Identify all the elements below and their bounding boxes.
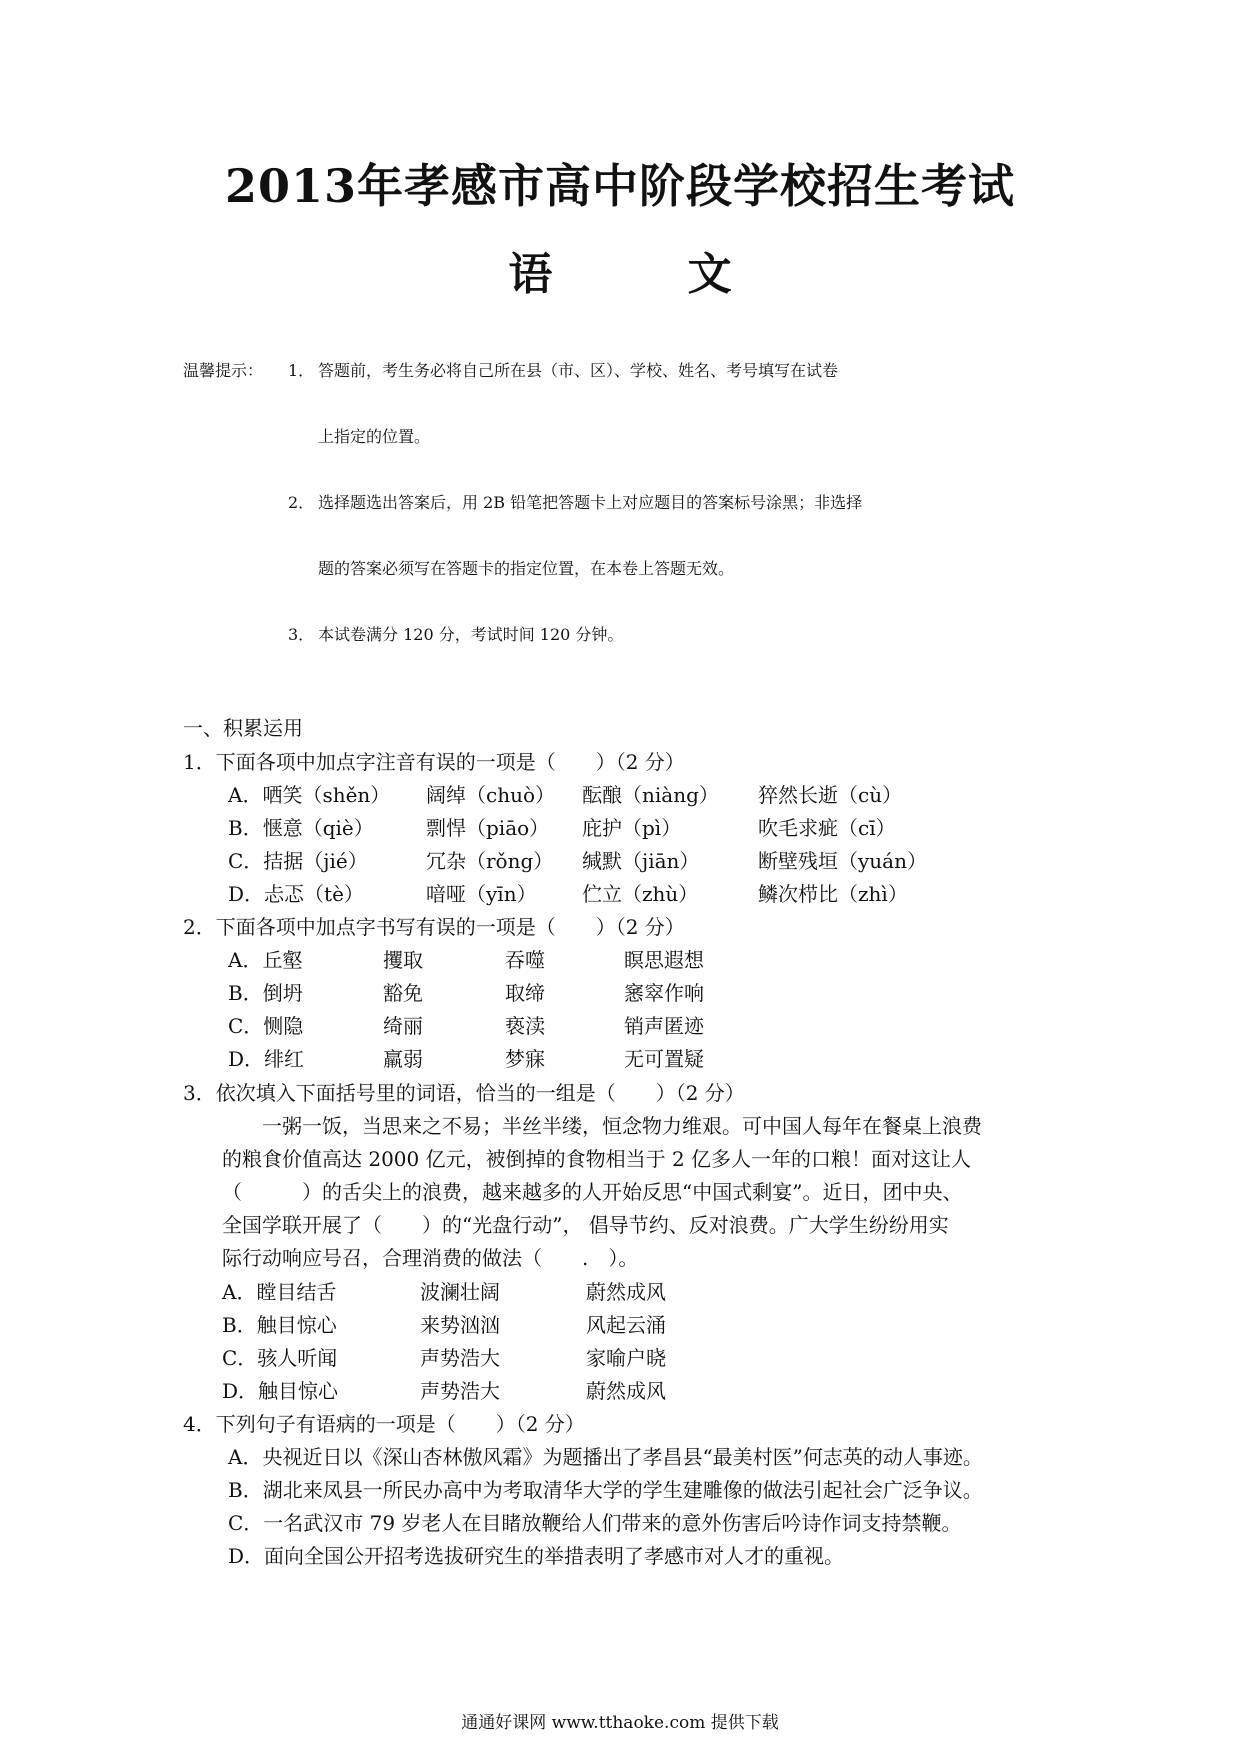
subject-title: 语 文	[508, 249, 792, 300]
q3-b-2: 来势汹汹	[420, 1313, 500, 1337]
q3-d-3: 蔚然成风	[586, 1379, 666, 1403]
q2-a-3: 吞噬	[505, 948, 545, 972]
q2-c-4: 销声匿迹	[624, 1014, 704, 1038]
q2-c-1: C．恻隐	[228, 1014, 304, 1038]
tips-label: 温馨提示：	[183, 361, 264, 380]
q4-option-c: C．一名武汉市 79 岁老人在目睹放鞭给人们带来的意外伤害后吟诗作词支持禁鞭。	[228, 1511, 962, 1535]
q3-b-3: 风起云涌	[586, 1313, 666, 1337]
tip-1-num: 1．	[288, 361, 315, 380]
q2-b-1: B．倒坍	[228, 981, 303, 1005]
section-title: 一、积累运用	[183, 716, 303, 740]
tip-3-line1: 本试卷满分 120 分，考试时间 120 分钟。	[318, 625, 624, 644]
tip-3-num: 3．	[288, 625, 315, 644]
q3-a-2: 波澜壮阔	[420, 1280, 500, 1304]
q4-option-a: A．央视近日以《深山杏林傲风霜》为题播出了孝昌县“最美村医”何志英的动人事迹。	[228, 1445, 983, 1469]
q4-option-d: D．面向全国公开招考选拔研究生的举措表明了孝感市对人才的重视。	[228, 1544, 845, 1568]
q2-d-3: 梦寐	[505, 1047, 545, 1071]
q2-b-2: 豁免	[383, 981, 423, 1005]
q3-stem: 3．依次填入下面括号里的词语，恰当的一组是（ ）（2 分）	[183, 1081, 745, 1105]
q1-b-3: 庇护（pì）	[582, 816, 682, 840]
q3-passage-4: 全国学联开展了（ ）的“光盘行动”， 倡导节约、反对浪费。广大学生纷纷用实	[222, 1213, 949, 1237]
q2-b-4: 窸窣作响	[624, 981, 704, 1005]
q2-b-3: 取缔	[505, 981, 545, 1005]
q3-b-1: B．触目惊心	[222, 1313, 337, 1337]
q3-d-1: D．触目惊心	[222, 1379, 339, 1403]
q3-c-3: 家喻户晓	[586, 1346, 666, 1370]
q1-c-3: 缄默（jiān）	[582, 849, 700, 873]
q1-c-2: 冗杂（rǒng）	[426, 849, 554, 873]
q1-a-4: 猝然长逝（cù）	[758, 783, 903, 807]
q3-passage-5: 际行动响应号召，合理消费的做法（ . ）。	[222, 1246, 639, 1270]
q3-passage-3: （ ）的舌尖上的浪费，越来越多的人开始反思“中国式剩宴”。近日，团中央、	[222, 1180, 963, 1204]
exam-title: 2013年孝感市高中阶段学校招生考试	[224, 159, 1016, 213]
q1-c-1: C．拮据（jié）	[228, 849, 368, 873]
q1-d-3: 伫立（zhù）	[582, 882, 699, 906]
tip-2-line2: 题的答案必须写在答题卡的指定位置，在本卷上答题无效。	[318, 559, 735, 578]
q1-a-1: A．哂笑（shěn）	[228, 783, 391, 807]
q1-b-4: 吹毛求疵（cī）	[758, 816, 896, 840]
q1-d-2: 喑哑（yīn）	[426, 882, 537, 906]
tip-2-num: 2．	[288, 493, 315, 512]
q3-c-2: 声势浩大	[420, 1346, 500, 1370]
q1-d-4: 鳞次栉比（zhì）	[758, 882, 908, 906]
q2-c-2: 绮丽	[383, 1014, 423, 1038]
q3-passage-2: 的粮食价值高达 2000 亿元，被倒掉的食物相当于 2 亿多人一年的口粮！面对这让人	[222, 1147, 972, 1171]
q2-a-2: 攫取	[383, 948, 423, 972]
q2-a-4: 瞑思遐想	[624, 948, 704, 972]
q3-d-2: 声势浩大	[420, 1379, 500, 1403]
tip-1-line2: 上指定的位置。	[318, 427, 431, 446]
q1-stem: 1．下面各项中加点字注音有误的一项是（ ）（2 分）	[183, 750, 685, 774]
q4-option-b: B．湖北来凤县一所民办高中为考取清华大学的学生建雕像的做法引起社会广泛争议。	[228, 1478, 983, 1502]
q4-stem: 4．下列句子有语病的一项是（ ）（2 分）	[183, 1412, 585, 1436]
q3-a-1: A．瞠目结舌	[222, 1280, 337, 1304]
q1-a-3: 酝酿（niàng）	[582, 783, 719, 807]
q2-stem: 2．下面各项中加点字书写有误的一项是（ ）（2 分）	[183, 915, 685, 939]
tip-2-line1: 选择题选出答案后，用 2B 铅笔把答题卡上对应题目的答案标号涂黑；非选择	[318, 493, 863, 512]
q1-c-4: 断壁残垣（yuán）	[758, 849, 927, 873]
q3-a-3: 蔚然成风	[586, 1280, 666, 1304]
page-footer: 通通好课网 www.tthaoke.com 提供下载	[461, 1713, 779, 1733]
q1-b-1: B．惬意（qiè）	[228, 816, 374, 840]
q2-d-2: 羸弱	[383, 1047, 423, 1071]
q2-d-4: 无可置疑	[624, 1047, 704, 1071]
q3-c-1: C．骇人听闻	[222, 1346, 338, 1370]
q2-d-1: D．绯红	[228, 1047, 305, 1071]
tip-1-line1: 答题前，考生务必将自己所在县（市、区）、学校、姓名、考号填写在试卷	[318, 361, 839, 380]
q2-a-1: A．丘壑	[228, 948, 303, 972]
q1-b-2: 剽悍（piāo）	[426, 816, 550, 840]
q2-c-3: 亵渎	[505, 1014, 545, 1038]
q3-passage-1: 一粥一饭，当思来之不易；半丝半缕，恒念物力维艰。可中国人每年在餐桌上浪费	[262, 1114, 982, 1138]
q1-d-1: D．忐忑（tè）	[228, 882, 364, 906]
q1-a-2: 阔绰（chuò）	[426, 783, 556, 807]
